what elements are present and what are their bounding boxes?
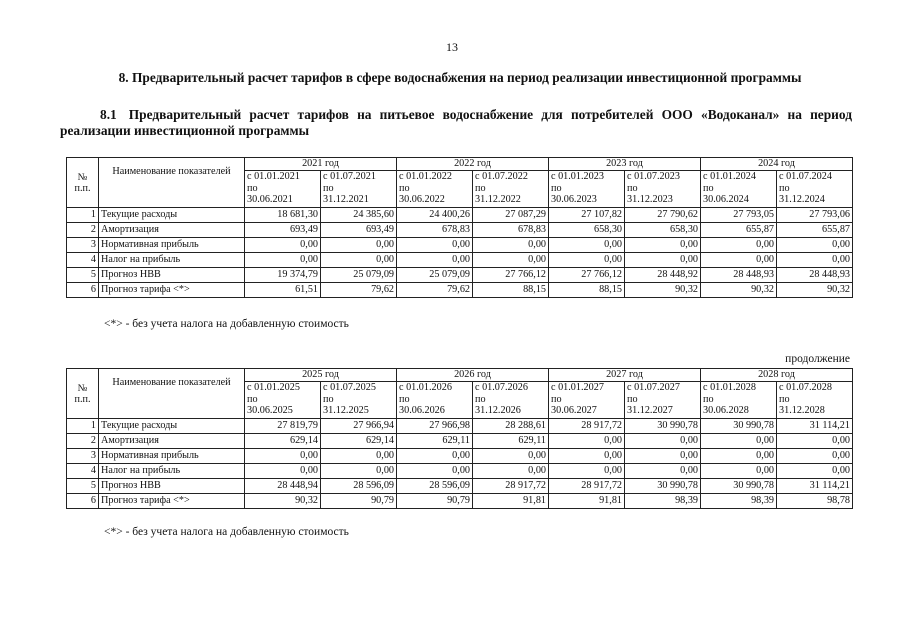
value-cell: 79,62 (397, 283, 473, 298)
period-header (321, 382, 397, 419)
period-header (701, 382, 777, 419)
value-cell: 79,62 (321, 283, 397, 298)
value-cell: 678,83 (473, 223, 549, 238)
value-cell: 0,00 (473, 253, 549, 268)
row-number: 5 (67, 268, 99, 283)
period-header (625, 171, 701, 208)
period-header (701, 171, 777, 208)
period-line: по (627, 182, 638, 194)
period-line: по (475, 182, 486, 194)
table-row (67, 464, 853, 479)
row-number: 1 (67, 208, 99, 223)
tariff-table-2025-2028 (66, 368, 853, 509)
row-name: Налог на прибыль (99, 464, 245, 479)
value-cell: 31 114,21 (777, 419, 853, 434)
row-number: 1 (67, 419, 99, 434)
year-header: 2026 год (397, 369, 549, 382)
value-cell: 629,14 (245, 434, 321, 449)
value-cell: 98,78 (777, 494, 853, 509)
header-name-cell: Наименование показателей (99, 369, 245, 419)
period-line: с 01.07.2028 (779, 382, 832, 393)
value-cell: 629,11 (473, 434, 549, 449)
value-cell: 19 374,79 (245, 268, 321, 283)
value-cell: 28 596,09 (397, 479, 473, 494)
header-name-cell: Наименование показателей (99, 158, 245, 208)
header-number-label-2: п.п. (74, 393, 91, 405)
row-number: 4 (67, 253, 99, 268)
page-number: 13 (446, 40, 458, 54)
subsection-number: 8.1 (100, 107, 117, 122)
period-line: по (399, 393, 410, 405)
period-line: по (247, 182, 258, 194)
period-line: по (627, 393, 638, 405)
value-cell: 0,00 (777, 464, 853, 479)
period-line: по (247, 393, 258, 405)
period-line: с 01.07.2024 (779, 171, 832, 182)
value-cell: 30 990,78 (701, 479, 777, 494)
value-cell: 30 990,78 (701, 419, 777, 434)
value-cell: 0,00 (397, 238, 473, 253)
period-line: 30.06.2028 (703, 405, 749, 416)
row-name: Текущие расходы (99, 419, 245, 434)
table-row (67, 434, 853, 449)
value-cell: 31 114,21 (777, 479, 853, 494)
value-cell: 629,14 (321, 434, 397, 449)
row-name: Налог на прибыль (99, 253, 245, 268)
value-cell: 27 793,05 (701, 208, 777, 223)
value-cell: 27 793,06 (777, 208, 853, 223)
period-line: с 01.01.2025 (247, 382, 300, 393)
value-cell: 0,00 (321, 253, 397, 268)
period-header (549, 382, 625, 419)
period-line: по (703, 182, 714, 194)
value-cell: 27 766,12 (549, 268, 625, 283)
value-cell: 28 288,61 (473, 419, 549, 434)
value-cell: 28 448,93 (777, 268, 853, 283)
value-cell: 90,79 (321, 494, 397, 509)
value-cell: 27 107,82 (549, 208, 625, 223)
value-cell: 88,15 (473, 283, 549, 298)
year-header: 2027 год (549, 369, 701, 382)
value-cell: 27 766,12 (473, 268, 549, 283)
value-cell: 27 966,94 (321, 419, 397, 434)
period-line: по (779, 182, 790, 194)
row-name: Прогноз НВВ (99, 268, 245, 283)
tariff-table-2021-2024 (66, 157, 853, 298)
value-cell: 25 079,09 (397, 268, 473, 283)
row-number: 3 (67, 449, 99, 464)
value-cell: 658,30 (625, 223, 701, 238)
value-cell: 28 917,72 (549, 479, 625, 494)
value-cell: 629,11 (397, 434, 473, 449)
value-cell: 28 448,93 (701, 268, 777, 283)
value-cell: 27 819,79 (245, 419, 321, 434)
value-cell: 655,87 (777, 223, 853, 238)
period-line: с 01.01.2021 (247, 171, 300, 182)
period-header (245, 171, 321, 208)
period-line: с 01.01.2026 (399, 382, 452, 393)
period-line: по (703, 393, 714, 405)
table-row (67, 479, 853, 494)
value-cell: 0,00 (245, 464, 321, 479)
value-cell: 98,39 (625, 494, 701, 509)
period-line: 30.06.2024 (703, 194, 749, 205)
value-cell: 27 790,62 (625, 208, 701, 223)
year-header: 2021 год (245, 158, 397, 171)
period-line: 31.12.2024 (779, 194, 825, 205)
row-name: Амортизация (99, 434, 245, 449)
value-cell: 0,00 (473, 238, 549, 253)
value-cell: 0,00 (777, 449, 853, 464)
value-cell: 0,00 (321, 238, 397, 253)
value-cell: 0,00 (777, 253, 853, 268)
period-header (777, 171, 853, 208)
period-line: 31.12.2021 (323, 194, 369, 205)
row-number: 2 (67, 223, 99, 238)
row-number: 2 (67, 434, 99, 449)
value-cell: 30 990,78 (625, 479, 701, 494)
row-name: Амортизация (99, 223, 245, 238)
header-number-cell (67, 369, 99, 419)
value-cell: 27 966,98 (397, 419, 473, 434)
period-line: с 01.07.2021 (323, 171, 376, 182)
period-line: с 01.01.2022 (399, 171, 452, 182)
period-line: 30.06.2021 (247, 194, 293, 205)
value-cell: 90,32 (245, 494, 321, 509)
year-header: 2024 год (701, 158, 853, 171)
value-cell: 24 400,26 (397, 208, 473, 223)
row-number: 6 (67, 283, 99, 298)
period-header (397, 382, 473, 419)
period-header (321, 171, 397, 208)
value-cell: 0,00 (701, 253, 777, 268)
row-name: Нормативная прибыль (99, 238, 245, 253)
subsection-title: Предварительный расчет тарифов на питьевое водоснабжение для потребителей ООО «Водоканал» на период реализации инвестиционной программы (60, 107, 852, 138)
value-cell: 0,00 (245, 449, 321, 464)
row-name: Текущие расходы (99, 208, 245, 223)
value-cell: 0,00 (549, 238, 625, 253)
value-cell: 30 990,78 (625, 419, 701, 434)
year-header: 2025 год (245, 369, 397, 382)
value-cell: 0,00 (321, 449, 397, 464)
value-cell: 90,79 (397, 494, 473, 509)
period-line: по (323, 393, 334, 405)
period-line: с 01.01.2023 (551, 171, 604, 182)
value-cell: 0,00 (625, 238, 701, 253)
period-line: 31.12.2025 (323, 405, 369, 416)
header-row-years (67, 158, 853, 171)
value-cell: 61,51 (245, 283, 321, 298)
value-cell: 0,00 (777, 434, 853, 449)
value-cell: 0,00 (549, 449, 625, 464)
period-line: 30.06.2026 (399, 405, 445, 416)
row-name: Прогноз тарифа <*> (99, 494, 245, 509)
value-cell: 655,87 (701, 223, 777, 238)
value-cell: 0,00 (549, 464, 625, 479)
period-header (245, 382, 321, 419)
period-header (473, 171, 549, 208)
header-row-years (67, 369, 853, 382)
period-line: 30.06.2027 (551, 405, 597, 416)
period-line: 31.12.2022 (475, 194, 521, 205)
period-line: с 01.07.2023 (627, 171, 680, 182)
period-header (549, 171, 625, 208)
period-line: по (551, 182, 562, 194)
header-number-cell (67, 158, 99, 208)
value-cell: 0,00 (625, 434, 701, 449)
year-header: 2022 год (397, 158, 549, 171)
value-cell: 27 087,29 (473, 208, 549, 223)
section-title: 8. Предварительный расчет тарифов в сфере водоснабжения на период реализации инвестиционной программы (118, 70, 802, 85)
value-cell: 25 079,09 (321, 268, 397, 283)
period-line: с 01.01.2028 (703, 382, 756, 393)
header-number-label: № (77, 171, 88, 183)
value-cell: 98,39 (701, 494, 777, 509)
table-row (67, 283, 853, 298)
row-name: Нормативная прибыль (99, 449, 245, 464)
value-cell: 693,49 (245, 223, 321, 238)
period-line: 30.06.2025 (247, 405, 293, 416)
value-cell: 0,00 (245, 253, 321, 268)
table-row (67, 268, 853, 283)
period-line: по (475, 393, 486, 405)
table-row (67, 419, 853, 434)
table-row (67, 494, 853, 509)
period-line: по (551, 393, 562, 405)
value-cell: 18 681,30 (245, 208, 321, 223)
subsection-heading (60, 107, 852, 139)
value-cell: 0,00 (549, 434, 625, 449)
row-name: Прогноз НВВ (99, 479, 245, 494)
table-row (67, 238, 853, 253)
value-cell: 90,32 (701, 283, 777, 298)
footnote-vat: <*> - без учета налога на добавленную стоимость (104, 318, 349, 330)
value-cell: 0,00 (321, 464, 397, 479)
period-line: по (399, 182, 410, 194)
value-cell: 0,00 (549, 253, 625, 268)
value-cell: 0,00 (625, 464, 701, 479)
value-cell: 0,00 (625, 253, 701, 268)
table-row (67, 208, 853, 223)
period-header (473, 382, 549, 419)
header-number-label-2: п.п. (74, 182, 91, 194)
header-number-label: № (77, 382, 88, 394)
value-cell: 0,00 (397, 464, 473, 479)
period-line: 31.12.2027 (627, 405, 673, 416)
value-cell: 0,00 (397, 449, 473, 464)
value-cell: 678,83 (397, 223, 473, 238)
period-line: 31.12.2026 (475, 405, 521, 416)
year-header: 2028 год (701, 369, 853, 382)
table-row (67, 223, 853, 238)
value-cell: 0,00 (701, 434, 777, 449)
value-cell: 0,00 (473, 464, 549, 479)
period-line: 30.06.2022 (399, 194, 445, 205)
value-cell: 90,32 (777, 283, 853, 298)
period-header (397, 171, 473, 208)
value-cell: 658,30 (549, 223, 625, 238)
period-header (625, 382, 701, 419)
period-line: 30.06.2023 (551, 194, 597, 205)
value-cell: 0,00 (245, 238, 321, 253)
value-cell: 0,00 (777, 238, 853, 253)
period-line: по (323, 182, 334, 194)
table-row (67, 449, 853, 464)
period-line: с 01.07.2025 (323, 382, 376, 393)
period-line: с 01.01.2024 (703, 171, 756, 182)
year-header: 2023 год (549, 158, 701, 171)
value-cell: 0,00 (701, 238, 777, 253)
footnote-vat-2: <*> - без учета налога на добавленную стоимость (104, 526, 349, 538)
value-cell: 28 596,09 (321, 479, 397, 494)
value-cell: 0,00 (625, 449, 701, 464)
value-cell: 28 917,72 (473, 479, 549, 494)
value-cell: 0,00 (701, 464, 777, 479)
period-line: 31.12.2023 (627, 194, 673, 205)
period-line: с 01.01.2027 (551, 382, 604, 393)
period-header (777, 382, 853, 419)
row-number: 5 (67, 479, 99, 494)
period-line: с 01.07.2026 (475, 382, 528, 393)
value-cell: 24 385,60 (321, 208, 397, 223)
value-cell: 91,81 (473, 494, 549, 509)
value-cell: 28 917,72 (549, 419, 625, 434)
value-cell: 88,15 (549, 283, 625, 298)
period-line: с 01.07.2022 (475, 171, 528, 182)
value-cell: 0,00 (473, 449, 549, 464)
value-cell: 0,00 (701, 449, 777, 464)
continuation-label: продолжение (785, 353, 850, 365)
table-row (67, 253, 853, 268)
value-cell: 0,00 (397, 253, 473, 268)
value-cell: 91,81 (549, 494, 625, 509)
period-line: 31.12.2028 (779, 405, 825, 416)
row-number: 4 (67, 464, 99, 479)
value-cell: 693,49 (321, 223, 397, 238)
value-cell: 28 448,94 (245, 479, 321, 494)
period-line: с 01.07.2027 (627, 382, 680, 393)
row-number: 3 (67, 238, 99, 253)
value-cell: 90,32 (625, 283, 701, 298)
value-cell: 28 448,92 (625, 268, 701, 283)
row-name: Прогноз тарифа <*> (99, 283, 245, 298)
period-line: по (779, 393, 790, 405)
row-number: 6 (67, 494, 99, 509)
